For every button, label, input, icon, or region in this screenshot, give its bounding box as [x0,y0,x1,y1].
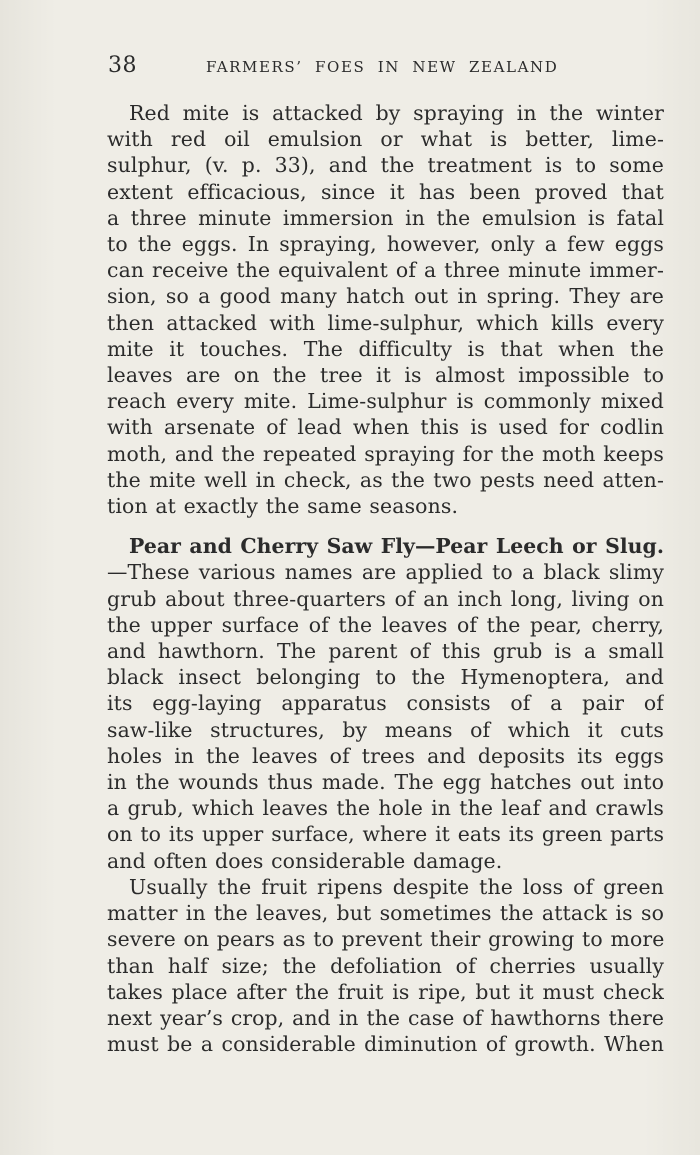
text-line: on to its upper surface, where it eats its green parts [107,822,664,847]
text-line: and hawthorn. The parent of this grub is a small [107,639,664,664]
paragraph-saw-fly [107,533,664,874]
text-line: mite it touches. The difficulty is that when the [107,336,664,361]
text-line: extent efficacious, since it has been proved that [107,179,664,204]
text-line: holes in the leaves of trees and deposits its eggs [107,743,664,768]
text-line: must be a considerable diminution of growth. When [107,1032,664,1057]
text-line: Red mite is attacked by spraying in the winter [129,101,664,125]
text-line: than half size; the defoliation of cherries usually [107,953,664,978]
text-line: grub about three-quarters of an inch long, living on [107,586,664,611]
text-line: and often does considerable damage. [107,848,503,873]
page-header [108,53,563,83]
text-line: moth, and the repeated spraying for the moth keeps [107,441,664,466]
text-line: in the wounds thus made. The egg hatches out into [107,770,664,795]
text-line: a three minute immersion in the emulsion is fatal [107,205,664,230]
paragraph-fruit-ripens [107,874,664,1057]
text-line: to the eggs. In spraying, however, only a few eggs [107,232,664,257]
text-line: severe on pears as to prevent their growing to more [107,927,664,952]
text-line: saw-like structures, by means of which it cuts [107,717,664,742]
text-line: with red oil emulsion or what is better, lime- [107,127,664,152]
text-line: the mite well in check, as the two pests need atten- [107,467,664,492]
text-line: matter in the leaves, but sometimes the attack is so [107,901,664,926]
text-line: sulphur, (v. p. 33), and the treatment is to some [107,153,664,178]
section-heading: Pear and Cherry Saw Fly—Pear Leech or Slug. [129,534,664,559]
text-line: tion at exactly the same seasons. [107,494,459,519]
text-line: a grub, which leaves the hole in the leaf and crawls [107,796,664,821]
text-line: black insect belonging to the Hymenoptera, and [107,665,664,690]
text-line: Usually the fruit ripens despite the loss of green [129,874,664,899]
text-line: its egg-laying apparatus consists of a pair of [107,691,664,716]
running-title: FARMERS’ FOES IN NEW ZEALAND [206,58,559,76]
text-line: the upper surface of the leaves of the pear, cherry, [107,612,664,637]
text-line: leaves are on the tree it is almost impossible to [107,363,664,388]
page-number: 38 [108,53,137,78]
text-line: can receive the equivalent of a three minute immer- [107,258,664,283]
text-line: then attacked with lime-sulphur, which kills every [107,310,664,335]
paragraph-red-mite [107,100,664,519]
body-text [107,100,664,1057]
text-line: next year’s crop, and in the case of hawthorns there [107,1005,664,1030]
text-line: —These various names are applied to a black slimy [107,560,664,585]
text-line: with arsenate of lead when this is used for codlin [107,415,664,440]
text-line: sion, so a good many hatch out in spring. They are [107,284,664,309]
text-line: reach every mite. Lime-sulphur is commonly mixed [107,389,664,414]
text-line: takes place after the fruit is ripe, but it must check [107,979,664,1004]
